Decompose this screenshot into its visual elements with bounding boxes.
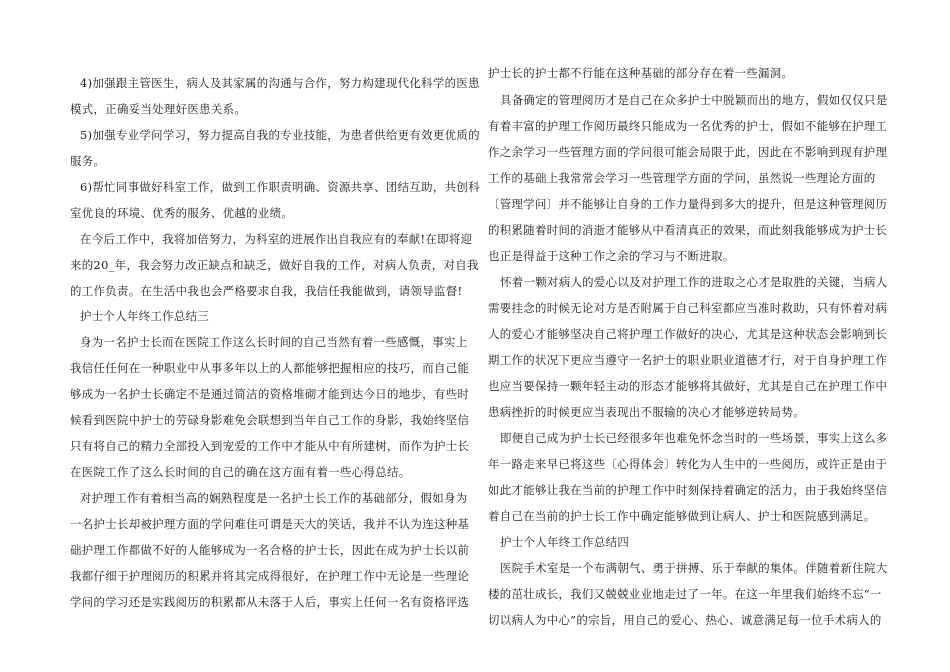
text-line: 的工作负责。在生活中我也会严格要求自我，我信任我能做到，请领导监督! xyxy=(70,284,463,298)
text-line: 作之余学习一些管理方面的学问很可能会局限于此，因此在不影响到现有护理 xyxy=(488,145,888,159)
text-line: 服务。 xyxy=(70,154,106,168)
text-line: 也应当要保持一颗年轻主动的形态才能够将其做好，尤其是自己在护理工作中 xyxy=(488,379,888,393)
text-line: 需要挂念的时候无论对方是否附属于自己科室都应当准时救助，只有怀着对病 xyxy=(488,301,888,315)
text-line: 只有将自己的精力全部投入到宠爱的工作中才能从中有所建树，而作为护士长 xyxy=(70,439,470,453)
text-line: 在医院工作了这么长时间的自己的确在这方面有着一些心得总结。 xyxy=(70,465,411,479)
text-line: 室优良的环境、优秀的服务、优越的业绩。 xyxy=(70,206,294,220)
text-line: 患病挫折的时候更应当表现出不服输的决心才能够逆转局势。 xyxy=(488,405,805,419)
text-line: 即便自己成为护士长已经很多年也难免怀念当时的一些场景，事实上这么多 xyxy=(500,431,888,445)
text-line: 〔管理学问〕并不能够让自身的工作力量得到多大的提升，但是这种管理阅历 xyxy=(488,197,888,211)
text-line: 候看到医院中护士的劳碌身影难免会联想到当年自己工作的身影，我始终坚信 xyxy=(70,413,470,427)
section-heading: 护士个人年终工作总结三 xyxy=(80,309,210,323)
text-line: 切以病人为中心”的宗旨，用自己的爱心、热心、诚意满足每一位手术病人的 xyxy=(488,613,882,627)
text-line: 也正是得益于这种工作之余的学习与不断进取。 xyxy=(488,249,735,263)
text-line: 一名护士长却被护理方面的学问难住可谓是天大的笑话，我并不认为连这种基 xyxy=(70,517,470,531)
text-line: 础护理工作都做不好的人能够成为一名合格的护士长，因此在成为护士长以前 xyxy=(70,543,470,557)
text-line: 年一路走来早已将这些〔心得体会〕转化为人生中的一些阅历，或许正是由于 xyxy=(488,457,888,471)
text-line: 楼的茁壮成长，我们又兢兢业业地走过了一年。在这一年里我们始终不忘“一 xyxy=(488,587,882,601)
text-line: 6)帮忙同事做好科室工作，做到工作职责明确、资源共享、团结互助，共创科 xyxy=(80,180,480,194)
text-line: 着自己在当前的护士长工作中确定能够做到让病人、护士和医院感到满足。 xyxy=(488,509,876,523)
text-line: 来的20_年，我会努力改正缺点和缺乏，做好自我的工作，对病人负责，对自我 xyxy=(70,258,479,272)
text-line: 身为一名护士长而在医院工作这么长时间的自己当然有着一些感慨，事实上 xyxy=(80,335,468,349)
text-line: 护士长的护士都不行能在这种基础的部分存在着一些漏洞。 xyxy=(488,66,794,80)
section-heading: 护士个人年终工作总结四 xyxy=(500,535,630,549)
text-line: 模式，正确妥当处理好医患关系。 xyxy=(70,102,247,116)
text-line: 人的爱心才能够坚决自己将护理工作做好的决心，尤其是这种状态会影响到长 xyxy=(488,327,888,341)
text-line: 有着丰富的护理工作阅历最终只能成为一名优秀的护士，假如不能够在护理工 xyxy=(488,119,888,133)
text-line: 具备确定的管理阅历才是自己在众多护士中脱颖而出的地方，假如仅仅只是 xyxy=(500,93,888,107)
text-line: 医院手术室是一个布满朝气、勇于拼搏、乐于奉献的集体。伴随着新住院大 xyxy=(500,561,888,575)
text-line: 工作的基础上我常常会学习一些管理学方面的学问，虽然说一些理论方面的 xyxy=(488,171,876,185)
text-line: 对护理工作有着相当高的娴熟程度是一名护士长工作的基础部分，假如身为 xyxy=(80,491,468,505)
text-line: 5)加强专业学问学习，努力提高自我的专业技能，为患者供给更有效更优质的 xyxy=(80,128,480,142)
text-line: 的积累随着时间的消逝才能够从中看清真正的效果，而此刻我能够成为护士长 xyxy=(488,223,888,237)
text-line: 4)加强跟主管医生，病人及其家属的沟通与合作，努力构建现代化科学的医患 xyxy=(80,76,480,90)
text-line: 我信任任何在一种职业中从事多年以上的人都能够把握相应的技巧，而自己能 xyxy=(70,361,470,375)
text-line: 我都仔细于护理阅历的积累并将其完成得很好，在护理工作中无论是一些理论 xyxy=(70,569,470,583)
text-line: 期工作的状况下更应当遵守一名护士的职业职业道德才行，对于自身护理工作 xyxy=(488,353,888,367)
text-line: 在今后工作中，我将加倍努力，为科室的进展作出自我应有的奉献!在即将迎 xyxy=(80,232,473,246)
text-line: 怀着一颗对病人的爱心以及对护理工作的进取之心才是取胜的关键，当病人 xyxy=(500,275,888,289)
text-line: 学问的学习还是实践阅历的积累都从未落于人后，事实上任何一名有资格评选 xyxy=(70,595,470,609)
text-line: 够成为一名护士长确定不是通过简洁的资格堆砌才能到达今日的地步，有些时 xyxy=(70,387,470,401)
text-line: 如此才能够让我在当前的护理工作中时刻保持着确定的活力，由于我始终坚信 xyxy=(488,483,888,497)
